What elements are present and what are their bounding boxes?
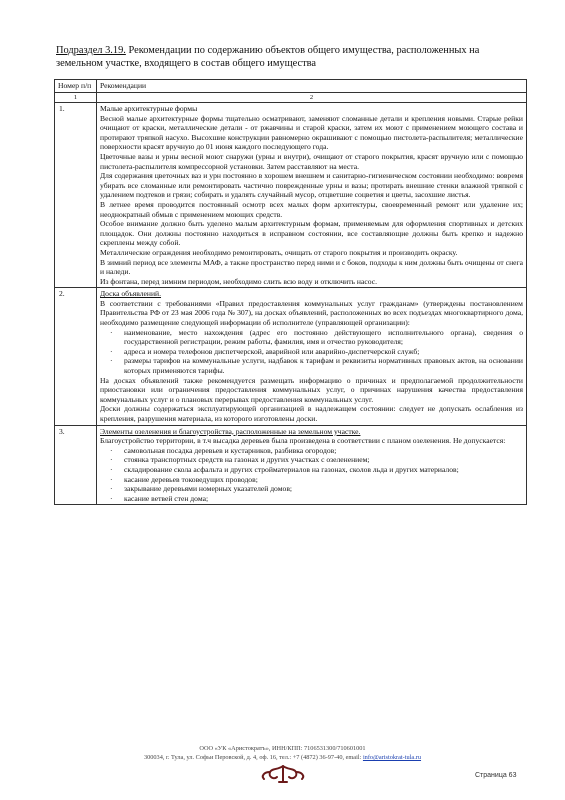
page-footer bbox=[0, 744, 565, 762]
row-content bbox=[97, 103, 527, 288]
bullet-icon: · bbox=[110, 455, 113, 465]
row-content bbox=[97, 288, 527, 425]
paragraph: Особое внимание должно быть уделено малым архитектурным формам, применяемым для оформления спортивных и детских площадок. Они должны постоянно находиться в исправном состоянии, все составляющие должны быть крепко и надежно скреплены между собой. bbox=[100, 219, 523, 248]
paragraph: Для содержания цветочных ваз и урн постоянно в хорошем внешнем и санитарно-гигиеническом состоянии необходимо: вовремя убирать все сломанные или ремонтировать частично поврежденные урны и вазы; протирать внешние стенки влажной тряпкой с удалением подтеков и грязи; собирать и удалять случайный мусор, отцветшие соцветия и цветы, засохшие листья. bbox=[100, 171, 523, 200]
page-number: Страница 63 bbox=[475, 772, 517, 779]
row-content bbox=[97, 425, 527, 505]
email-link[interactable]: info@aristokrat-tula.ru bbox=[362, 754, 422, 761]
recommendations-table bbox=[54, 79, 527, 505]
paragraph: Металлические ограждения необходимо ремонтировать, очищать от старого покрытия и производить окраску. bbox=[100, 247, 458, 257]
table-row bbox=[55, 288, 527, 425]
bullet-icon: · bbox=[110, 464, 113, 474]
row-number: 3. bbox=[55, 425, 97, 505]
bullet-icon: · bbox=[110, 445, 113, 455]
list-item: · размеры тарифов на коммунальные услуги, надбавок к тарифам и реквизиты нормативных правовых актов, на основании которых применяются тарифы. bbox=[110, 356, 523, 376]
section-number: Подраздел 3.19. bbox=[56, 45, 126, 56]
list-item: · касание ветвей стен дома; bbox=[110, 493, 209, 503]
paragraph: На досках объявлений также рекомендуется размещать информацию о причинах и предполагаемой продолжительности приостановки или ограничения предоставления коммунальных услуг, о причинах нарушения качества предоставления коммунальных услуг и о плановых перерывах предоставления коммунальных услуг. bbox=[100, 375, 523, 404]
bullet-icon: · bbox=[110, 346, 113, 356]
row-title: Элементы озеленения и благоустройства, расположенные на земельном участке. bbox=[100, 426, 361, 436]
column-number-row bbox=[55, 92, 527, 103]
bullet-icon: · bbox=[110, 484, 113, 494]
col-index-1: 1 bbox=[55, 92, 97, 103]
row-number: 1. bbox=[55, 103, 97, 288]
list-item: · адреса и номера телефонов диспетчерской, аварийной или аварийно-диспетчерской служб; bbox=[110, 346, 420, 356]
table-row bbox=[55, 425, 527, 505]
company-address: 300034, г. Тула, ул. Софьи Перовской, д. 4, оф. 16, тел.: +7 (4872) 36-97-40, email: info@aristokrat-tula.ru bbox=[143, 754, 422, 761]
list-item: · касание деревьев токоведущих проводов; bbox=[110, 474, 258, 484]
row-title: Малые архитектурные формы bbox=[100, 104, 198, 113]
section-title: Рекомендации по содержанию объектов общего имущества, расположенных на земельном участке, входящего в состав общего имущества bbox=[56, 45, 480, 69]
table-row bbox=[55, 103, 527, 288]
list-item: · закрывание деревьями номерных указателей домов; bbox=[110, 484, 293, 494]
bullet-icon: · bbox=[110, 356, 113, 366]
paragraph: Благоустройство территории, в т.ч высадка деревьев была произведена в соответствии с планом озеленения. Не допускается: bbox=[100, 436, 506, 446]
paragraph: В летнее время проводится постоянный осмотр всех малых форм архитектуры, своевременный ремонт или удаление их; неоднократный обмыв с применением моющих средств. bbox=[100, 199, 523, 219]
ornament-icon bbox=[258, 762, 308, 786]
bullet-icon: · bbox=[110, 493, 113, 503]
paragraph: В зимний период все элементы МАФ, а также пространство перед ними и с боков, подходы к ним должны быть очищены от снега и наледи. bbox=[100, 257, 523, 277]
list-item: · складирование скола асфальта и других стройматериалов на газонах, сколов льда и других материалов; bbox=[110, 464, 459, 474]
col-number-header: Номер п/п bbox=[55, 80, 97, 93]
list-item: · наименование, место нахождения (адрес его постоянно действующего исполнительного органа), сведения о государственной регистрации, режим работы, фамилия, имя и отчество руководителя; bbox=[110, 327, 523, 347]
col-index-2: 2 bbox=[97, 92, 527, 103]
row-title: Доска объявлений. bbox=[100, 289, 162, 299]
bullet-list bbox=[100, 328, 523, 376]
section-heading bbox=[56, 44, 526, 70]
company-info: ООО «УК «Аристократъ», ИНН/КПП: 7106531300/710601001 bbox=[199, 745, 366, 752]
paragraph: Цветочные вазы и урны весной моют снаружи (урны и внутри), очищают от старого покрытия, красят вручную или с помощью пистолета-распылителя компрессорной установки. Затем расставляют на места. bbox=[100, 151, 523, 171]
list-item: · стоянка транспортных средств на газонах и других участках с озеленением; bbox=[110, 455, 370, 465]
bullet-icon: · bbox=[110, 327, 113, 337]
list-item: · самовольная посадка деревьев и кустарников, разбивка огородов; bbox=[110, 445, 337, 455]
bullet-list bbox=[100, 446, 523, 504]
row-number: 2. bbox=[55, 288, 97, 425]
bullet-icon: · bbox=[110, 474, 113, 484]
paragraph: Из фонтана, перед зимним периодом, необходимо слить всю воду и отключить насос. bbox=[100, 276, 377, 286]
paragraph: В соответствии с требованиями «Правил предоставления коммунальных услуг гражданам» (утверждены постановлением Правительства РФ от 23 мая 2006 года № 307), на досках объявлений, расположенных во всех подъездах многоквартирного дома, необходимо размещение следующей информации об исполнителе (управляющей организации): bbox=[100, 298, 523, 328]
table-header-row bbox=[55, 80, 527, 93]
paragraph: Весной малые архитектурные формы тщательно осматривают, заменяют сломанные детали и крепления новыми. Старые рейки очищают от краски, металлические детали - от ржавчины и старой краски, затем их моют с применением моющего состава и протирают тряпкой насухо. Высохшие конструкции равномерно окрашивают с помощью пистолета-распылителя; металлические поверхности красят вручную до 01 июня каждого последующего года. bbox=[100, 113, 523, 152]
paragraph: Доски должны содержаться эксплуатирующей организацией в надлежащем состоянии: следует не допускать ослабления из крепления, разрушения материала, из которого изготовлены доски. bbox=[100, 404, 523, 423]
col-recommendations-header: Рекомендации bbox=[97, 80, 527, 93]
